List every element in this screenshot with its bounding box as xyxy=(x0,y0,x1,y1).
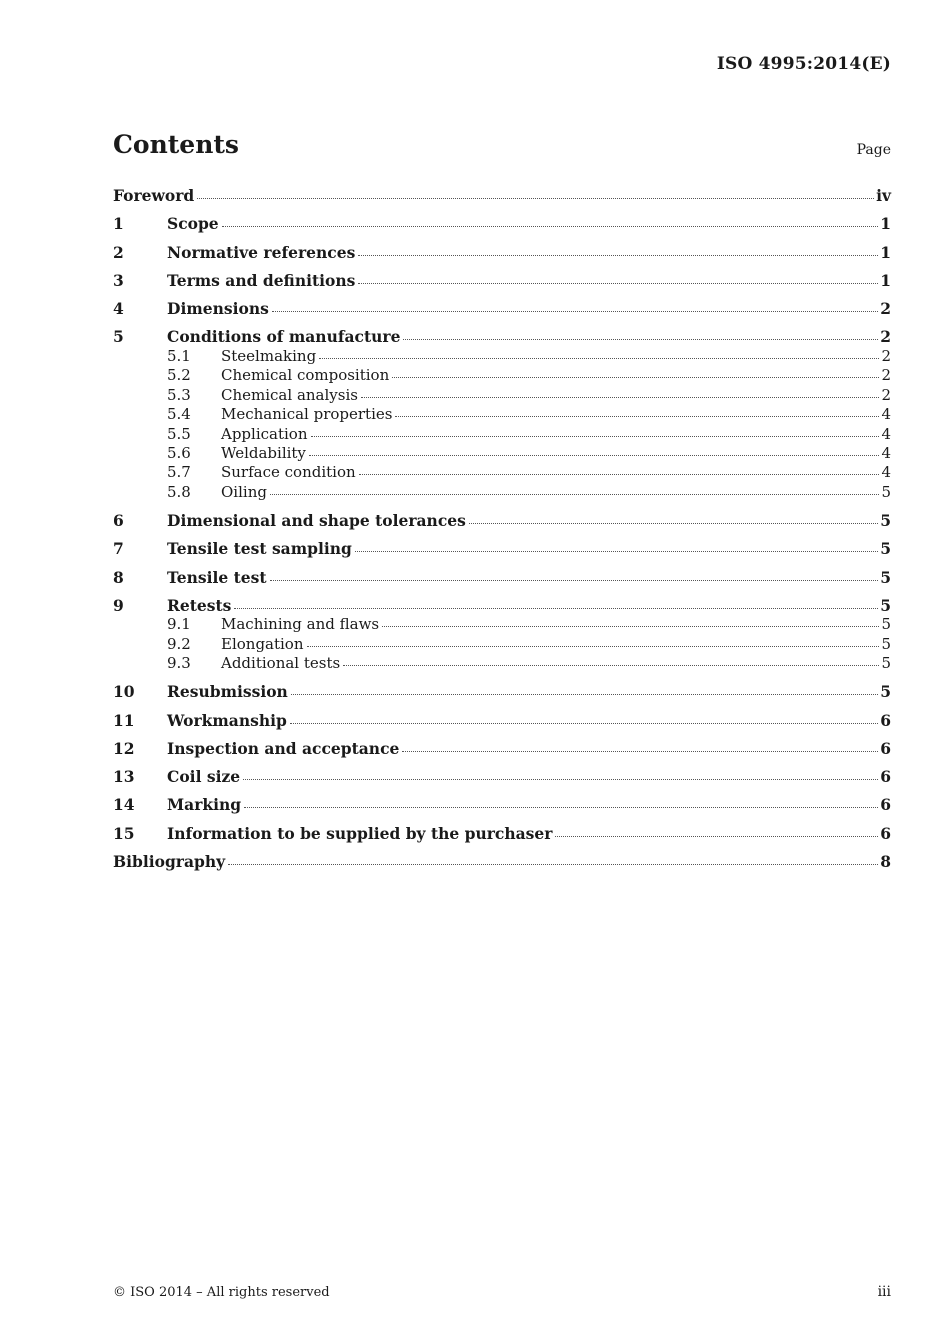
toc-entry-title[interactable]: Tensile test xyxy=(167,567,267,587)
toc-entry[interactable] xyxy=(113,327,891,347)
toc-entry-number: 7 xyxy=(113,539,124,559)
toc-dot-leader xyxy=(358,254,878,256)
toc-dot-leader xyxy=(403,338,878,340)
toc-entry[interactable] xyxy=(113,596,891,616)
toc-entry-page: 1 xyxy=(880,214,891,234)
toc-entry-number: 10 xyxy=(113,682,135,702)
toc-entry[interactable] xyxy=(113,568,891,588)
toc-dot-leader xyxy=(197,197,874,199)
toc-entry-number: 5.3 xyxy=(167,385,191,404)
toc-entry-number: 12 xyxy=(113,738,135,758)
toc-entry-title[interactable]: Surface condition xyxy=(221,463,356,482)
toc-entry-page: 5 xyxy=(880,539,891,559)
toc-dot-leader xyxy=(290,722,878,724)
toc-entry[interactable] xyxy=(113,635,891,654)
toc-entry-title[interactable]: Elongation xyxy=(221,634,304,653)
toc-entry[interactable] xyxy=(113,824,891,844)
toc-entry-page: 4 xyxy=(881,405,891,424)
toc-entry[interactable] xyxy=(113,405,891,424)
toc-dot-leader xyxy=(355,550,878,552)
toc-entry-page: 2 xyxy=(881,385,891,404)
toc-entry-number: 11 xyxy=(113,710,135,730)
toc-entry-page: 8 xyxy=(880,852,891,872)
toc-entry-number: 14 xyxy=(113,795,135,815)
toc-entry-page: 5 xyxy=(880,567,891,587)
toc-entry[interactable] xyxy=(113,654,891,673)
toc-entry-number: 4 xyxy=(113,299,124,319)
toc-entry-title[interactable]: Conditions of manufacture xyxy=(167,327,401,347)
toc-dot-leader xyxy=(270,579,879,581)
toc-entry-title[interactable]: Mechanical properties xyxy=(221,405,393,424)
toc-entry-title[interactable]: Weldability xyxy=(221,443,306,462)
toc-entry-number: 5.2 xyxy=(167,366,191,385)
toc-entry-number: 8 xyxy=(113,567,124,587)
toc-entry-page: 2 xyxy=(881,346,891,365)
toc-dot-leader xyxy=(358,282,878,284)
toc-entry-page: 5 xyxy=(881,615,891,634)
toc-entry-title[interactable]: Coil size xyxy=(167,767,241,787)
toc-entry-page: 2 xyxy=(881,366,891,385)
toc-entry-page: 5 xyxy=(880,510,891,530)
toc-dot-leader xyxy=(359,473,880,475)
toc-dot-leader xyxy=(309,454,880,456)
toc-entry-page: 2 xyxy=(880,299,891,319)
toc-dot-leader xyxy=(361,396,879,398)
toc-entry-title[interactable]: Application xyxy=(221,424,308,443)
toc-entry-number: 5 xyxy=(113,327,124,347)
toc-dot-leader xyxy=(382,625,879,627)
toc-dot-leader xyxy=(469,522,878,524)
toc-entry-number: 9.3 xyxy=(167,654,191,673)
toc-entry-page: 2 xyxy=(880,327,891,347)
toc-entry-title[interactable]: Inspection and acceptance xyxy=(167,738,400,758)
toc-entry-title[interactable]: Information to be supplied by the purchaser xyxy=(167,823,553,843)
toc-entry-number: 15 xyxy=(113,823,135,843)
toc-entry-title[interactable]: Resubmission xyxy=(167,682,288,702)
toc-entry-number: 5.6 xyxy=(167,443,191,462)
toc-entry-title[interactable]: Bibliography xyxy=(113,852,226,872)
toc-entry-page: 6 xyxy=(880,823,891,843)
toc-dot-leader xyxy=(234,607,878,609)
toc-entry-title[interactable]: Marking xyxy=(167,795,242,815)
page-number: iii xyxy=(877,1284,891,1300)
toc-entry-number: 5.8 xyxy=(167,482,191,501)
toc-entry[interactable] xyxy=(113,425,891,444)
toc-entry-page: 4 xyxy=(881,443,891,462)
toc-entry-page: 1 xyxy=(880,270,891,290)
toc-entry-title[interactable]: Steelmaking xyxy=(221,346,317,365)
toc-entry-number: 5.1 xyxy=(167,346,191,365)
toc-dot-leader xyxy=(311,435,880,437)
toc-dot-leader xyxy=(555,835,878,837)
toc-entry[interactable] xyxy=(113,299,891,319)
document-id: ISO 4995:2014(E) xyxy=(716,54,891,74)
toc-entry[interactable] xyxy=(113,795,891,815)
toc-dot-leader xyxy=(307,645,880,647)
toc-entry-number: 3 xyxy=(113,270,124,290)
toc-entry[interactable] xyxy=(113,852,891,872)
toc-entry-title[interactable]: Additional tests xyxy=(221,654,341,673)
toc-entry[interactable] xyxy=(113,366,891,385)
toc-entry[interactable] xyxy=(113,386,891,405)
toc-entry[interactable] xyxy=(113,271,891,291)
toc-entry[interactable] xyxy=(113,463,891,482)
toc-entry[interactable] xyxy=(113,739,891,759)
toc-entry-title[interactable]: Workmanship xyxy=(167,710,287,730)
toc-dot-leader xyxy=(291,693,878,695)
toc-entry-title[interactable]: Tensile test sampling xyxy=(167,539,352,559)
toc-entry[interactable] xyxy=(113,444,891,463)
toc-entry-title[interactable]: Normative references xyxy=(167,242,356,262)
toc-entry[interactable] xyxy=(113,483,891,502)
toc-entry-page: iv xyxy=(876,186,891,205)
toc-entry-number: 2 xyxy=(113,242,124,262)
toc-entry-title[interactable]: Dimensions xyxy=(167,299,269,319)
toc-entry[interactable] xyxy=(113,682,891,702)
toc-entry-title[interactable]: Retests xyxy=(167,595,232,615)
toc-entry-page: 6 xyxy=(880,738,891,758)
toc-dot-leader xyxy=(343,664,879,666)
toc-dot-leader xyxy=(272,310,878,312)
page-column-label: Page xyxy=(856,142,891,158)
toc-dot-leader xyxy=(222,225,879,227)
toc-entry-page: 5 xyxy=(881,654,891,673)
toc-dot-leader xyxy=(243,778,878,780)
copyright-notice: © ISO 2014 – All rights reserved xyxy=(113,1285,330,1300)
toc-entry-number: 5.7 xyxy=(167,463,191,482)
toc-entry-page: 5 xyxy=(881,634,891,653)
toc-entry-number: 9 xyxy=(113,595,124,615)
toc-entry-title[interactable]: Machining and flaws xyxy=(221,615,380,634)
toc-dot-leader xyxy=(395,415,879,417)
toc-entry-title[interactable]: Scope xyxy=(167,214,219,234)
toc-entry-number: 1 xyxy=(113,214,124,234)
toc-entry-page: 6 xyxy=(880,767,891,787)
toc-entry[interactable] xyxy=(113,767,891,787)
toc-dot-leader xyxy=(402,750,878,752)
table-of-contents xyxy=(113,186,891,872)
toc-entry[interactable] xyxy=(113,711,891,731)
toc-entry-number: 5.5 xyxy=(167,424,191,443)
page-title: Contents xyxy=(113,130,240,159)
toc-entry-title[interactable]: Chemical analysis xyxy=(221,385,358,404)
toc-entry[interactable] xyxy=(113,243,891,263)
toc-dot-leader xyxy=(392,376,879,378)
toc-entry-title[interactable]: Terms and definitions xyxy=(167,270,356,290)
toc-entry-page: 4 xyxy=(881,463,891,482)
toc-dot-leader xyxy=(319,357,879,359)
toc-entry[interactable] xyxy=(113,214,891,234)
toc-entry-number: 6 xyxy=(113,510,124,530)
toc-entry-number: 9.2 xyxy=(167,634,191,653)
toc-entry[interactable] xyxy=(113,511,891,531)
toc-entry-title[interactable]: Oiling xyxy=(221,482,267,501)
toc-entry-page: 6 xyxy=(880,795,891,815)
toc-entry-page: 5 xyxy=(880,682,891,702)
toc-entry-number: 13 xyxy=(113,767,135,787)
toc-entry-title[interactable]: Foreword xyxy=(113,186,195,205)
toc-entry-page: 6 xyxy=(880,710,891,730)
toc-entry-title[interactable]: Chemical composition xyxy=(221,366,390,385)
toc-entry-page: 1 xyxy=(880,242,891,262)
toc-dot-leader xyxy=(270,493,880,495)
toc-entry[interactable] xyxy=(113,347,891,366)
toc-entry[interactable] xyxy=(113,539,891,559)
toc-entry-page: 5 xyxy=(880,595,891,615)
toc-entry[interactable] xyxy=(113,615,891,634)
toc-entry[interactable] xyxy=(113,186,891,206)
toc-dot-leader xyxy=(228,863,878,865)
toc-entry-number: 9.1 xyxy=(167,615,191,634)
toc-entry-title[interactable]: Dimensional and shape tolerances xyxy=(167,510,466,530)
toc-dot-leader xyxy=(244,806,878,808)
toc-entry-page: 4 xyxy=(881,424,891,443)
toc-entry-number: 5.4 xyxy=(167,405,191,424)
toc-entry-page: 5 xyxy=(881,482,891,501)
